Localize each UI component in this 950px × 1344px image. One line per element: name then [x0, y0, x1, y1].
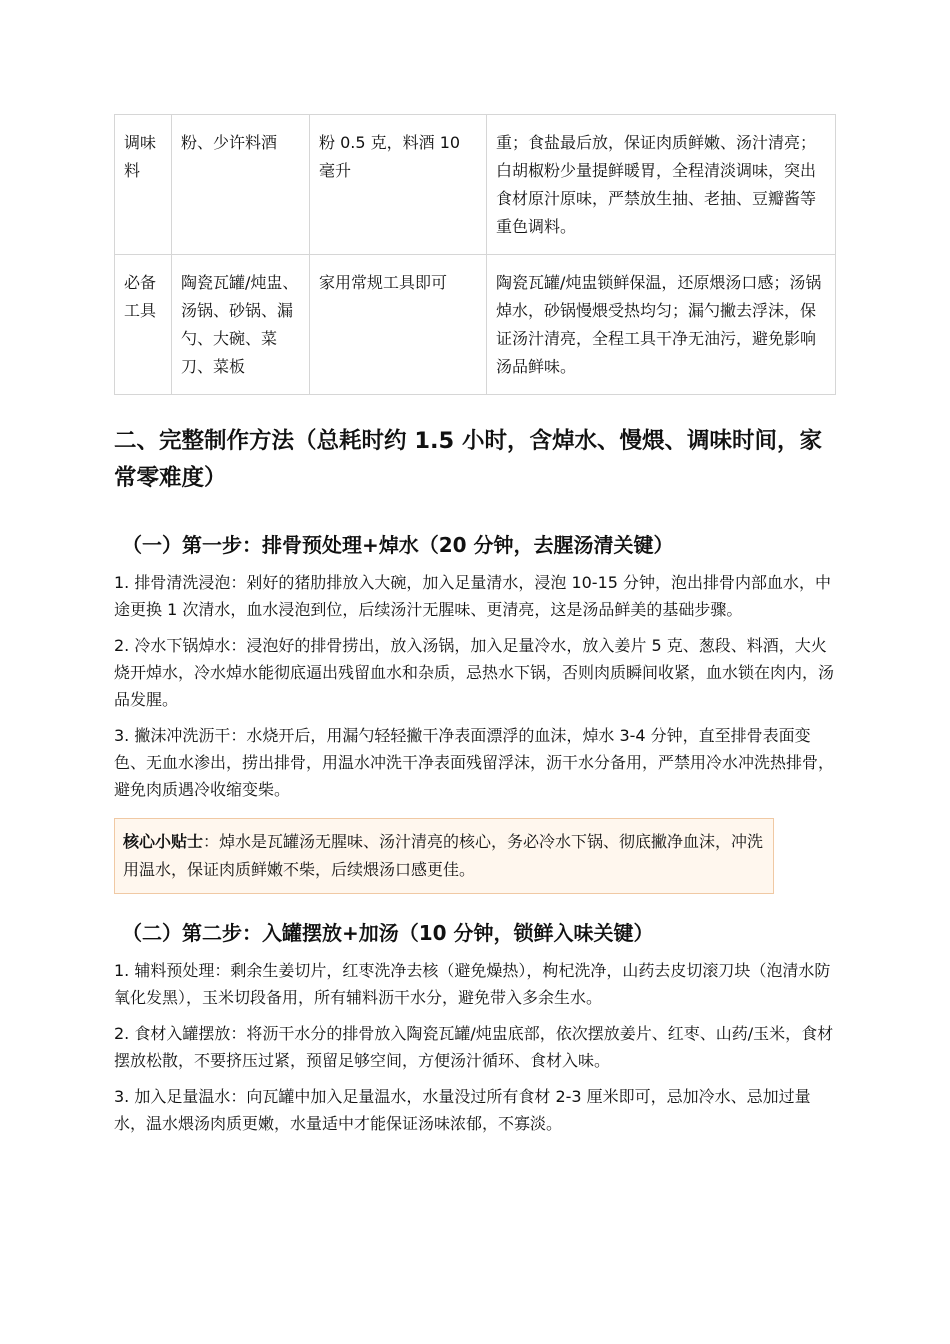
table-cell-notes: 陶瓷瓦罐/炖盅锁鲜保温，还原煨汤口感；汤锅焯水，砂锅慢煨受热均匀；漏勺撇去浮沫，保证汤汁清亮，全程工具干净无油污，避免影响汤品鲜味。 — [487, 255, 836, 395]
step-item: 1. 排骨清洗浸泡：剁好的猪肋排放入大碗，加入足量清水，浸泡 10-15 分钟，泡出排骨内部血水，中途更换 1 次清水，血水浸泡到位，后续汤汁无腥味、更清亮，这是汤品鲜美的基础步骤。 — [114, 573, 832, 619]
document-page — [114, 114, 836, 1137]
table-cell-amount: 粉 0.5 克，料酒 10 毫升 — [310, 115, 487, 255]
step-item: 1. 辅料预处理：剩余生姜切片，红枣洗净去核（避免燥热），枸杞洗净，山药去皮切滚刀块（泡清水防氧化发黑），玉米切段备用，所有辅料沥干水分，避免带入多余生水。 — [114, 961, 831, 1007]
step-heading: （一）第一步：排骨预处理+焯水（20 分钟，去腥汤清关键） — [122, 533, 674, 557]
step-heading: （二）第二步：入罐摆放+加汤（10 分钟，锁鲜入味关键） — [122, 921, 654, 945]
table-cell-items: 粉、少许料酒 — [172, 115, 310, 255]
table-cell-category: 调味料 — [115, 115, 172, 255]
table-row — [115, 255, 836, 395]
table-row — [115, 115, 836, 255]
table-cell-category: 必备工具 — [115, 255, 172, 395]
table-cell-items: 陶瓷瓦罐/炖盅、汤锅、砂锅、漏勺、大碗、菜刀、菜板 — [172, 255, 310, 395]
table-cell-amount: 家用常规工具即可 — [310, 255, 487, 395]
tip-text: ：焯水是瓦罐汤无腥味、汤汁清亮的核心，务必冷水下锅、彻底撇净血沫，冲洗用温水，保证肉质鲜嫩不柴，后续煨汤口感更佳。 — [123, 832, 764, 879]
step-item: 2. 食材入罐摆放：将沥干水分的排骨放入陶瓷瓦罐/炖盅底部，依次摆放姜片、红枣、山药/玉米，食材摆放松散，不要挤压过紧，预留足够空间，方便汤汁循环、食材入味。 — [114, 1024, 834, 1070]
ingredient-table — [114, 114, 836, 395]
table-cell-notes: 重；食盐最后放，保证肉质鲜嫩、汤汁清亮；白胡椒粉少量提鲜暖胃，全程清淡调味，突出食材原汁原味，严禁放生抽、老抽、豆瓣酱等重色调料。 — [487, 115, 836, 255]
step-item: 3. 撇沫冲洗沥干：水烧开后，用漏勺轻轻撇干净表面漂浮的血沫，焯水 3-4 分钟，直至排骨表面变色、无血水渗出，捞出排骨，用温水冲洗干净表面残留浮沫，沥干水分备用，严禁用冷水冲洗热排骨，避免肉质遇冷收缩变柴。 — [114, 726, 835, 799]
tip-label: 核心小贴士 — [123, 832, 204, 851]
section-heading: 二、完整制作方法（总耗时约 1.5 小时，含焯水、慢煨、调味时间，家常零难度） — [114, 428, 823, 491]
step-item: 3. 加入足量温水：向瓦罐中加入足量温水，水量没过所有食材 2-3 厘米即可，忌加冷水、忌加过量水，温水煨汤肉质更嫩，水量适中才能保证汤味浓郁，不寡淡。 — [114, 1087, 811, 1133]
step-item: 2. 冷水下锅焯水：浸泡好的排骨捞出，放入汤锅，加入足量冷水，放入姜片 5 克、葱段、料酒，大火烧开焯水，冷水焯水能彻底逼出残留血水和杂质，忌热水下锅，否则肉质瞬间收紧，血水锁在肉内，汤品发腥。 — [114, 636, 835, 709]
tip-box — [114, 818, 774, 894]
